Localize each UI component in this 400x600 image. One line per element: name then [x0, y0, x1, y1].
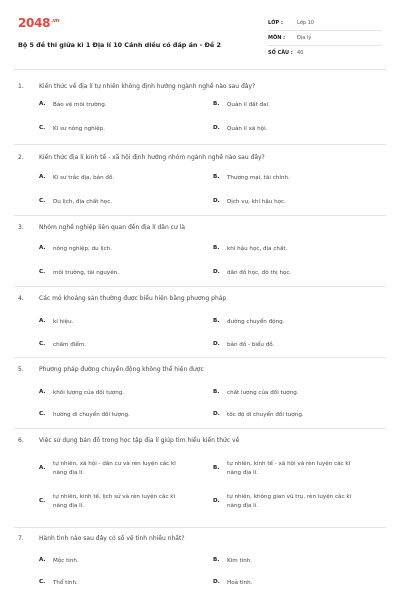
question-3: 3. Nhóm nghề nghiệp liên quan đến địa lí dân cư là A. nông nghiệp, du lịch. B. khí hậu học, địa chất. C. môi trường, tài nguyên. D. dân đồ học, đô thị học. [18, 224, 292, 276]
question-number: 1. [18, 83, 24, 90]
meta-key: LỚP : [268, 20, 283, 26]
header-divider [14, 69, 386, 70]
question-number: 3. [18, 224, 24, 231]
meta-row-class [268, 16, 382, 31]
site-logo[interactable]: $2048^{.vn}$ [18, 16, 60, 30]
question-number: 2. [18, 154, 24, 161]
question-divider [14, 527, 386, 528]
question-text: Phương pháp đường chuyển động không thể hiện được [39, 366, 204, 373]
meta-value: 40 [297, 50, 304, 56]
question-4: 4. Các mỏ khoáng sản thường được biểu hiện bằng phương pháp A. kí hiệu. B. đường chuyển động. C. chấm điểm. D. bản đồ - biểu đồ. [18, 295, 285, 348]
exam-meta-table [268, 16, 382, 61]
question-1: 1. Kiến thức về địa lí tự nhiên không định hướng ngành nghề nào sau đây? A. Bảo vệ môi trường. B. Quản lí đất đai. C. Kĩ sư nông nghiệp. D. Quản lí xã hội. [18, 83, 270, 132]
meta-row-subject [268, 31, 382, 46]
question-divider [14, 286, 386, 287]
meta-key: MÔN : [268, 35, 286, 41]
question-7: 7. Hành tinh nào sau đây có số vệ tinh nhiều nhất? A. Mộc tinh. B. Kim tinh. C. Thổ tinh. D. Hoả tinh. [18, 535, 253, 586]
question-text: Hành tinh nào sau đây có số vệ tinh nhiều nhất? [39, 535, 185, 542]
question-number: 4. [18, 295, 24, 302]
question-2: 2. Kiến thức địa lí kinh tế - xã hội định hướng nhóm ngành nghề nào sau đây? A. Kĩ sư trắc địa, bản đồ. B. Thương mại, tài chính. C. Du lịch, địa chất học. D. Dịch vụ, khí hậu học. [18, 154, 290, 205]
question-text: Việc sử dụng bản đồ trong học tập địa lí giúp tìm hiểu kiến thức về [39, 437, 240, 444]
question-5: 5. Phương pháp đường chuyển động không thể hiện được A. khối lượng của đối tượng. B. chất lượng của đối tượng. C. hướng di chuyển đối tượng. D. tốc độ di chuyển đối tượng. [18, 366, 304, 418]
meta-value: Địa lý [297, 35, 312, 41]
question-divider [14, 357, 386, 358]
question-text: Các mỏ khoáng sản thường được biểu hiện bằng phương pháp [39, 295, 227, 302]
meta-row-count [268, 46, 382, 61]
question-number: 7. [18, 535, 24, 542]
question-divider [14, 215, 386, 216]
question-6: 6. Việc sử dụng bản đồ trong học tập địa lí giúp tìm hiểu kiến thức về A. tự nhiên, xã hội - dân cư và rèn luyện các kĩ năng địa lí. B. tự nhiên, kinh tế - xã hội và rèn luyện các kĩ năng địa lí. C. tự nhiên, kinh tế, lịch sử và rèn luyện các kĩ năng địa lí. D. tự nhiên, không gian vũ trụ, rèn luyện các kĩ năng địa lí. [18, 437, 352, 509]
meta-value: Lớp 10 [297, 20, 314, 26]
question-text: Kiến thức về địa lí tự nhiên không định hướng ngành nghề nào sau đây? [39, 83, 256, 90]
question-divider [14, 144, 386, 145]
question-text: Nhóm nghề nghiệp liên quan đến địa lí dân cư là [39, 224, 186, 231]
question-number: 6. [18, 437, 24, 444]
question-text: Kiến thức địa lí kinh tế - xã hội định hướng nhóm ngành nghề nào sau đây? [39, 154, 265, 161]
meta-key: SỐ CÂU : [268, 50, 293, 56]
question-divider [14, 428, 386, 429]
header [14, 14, 386, 64]
question-number: 5. [18, 366, 24, 373]
document-title: Bộ 5 đề thi giữa kì 1 Địa lí 10 Cánh diều có đáp án - Đề 2 [18, 41, 221, 49]
